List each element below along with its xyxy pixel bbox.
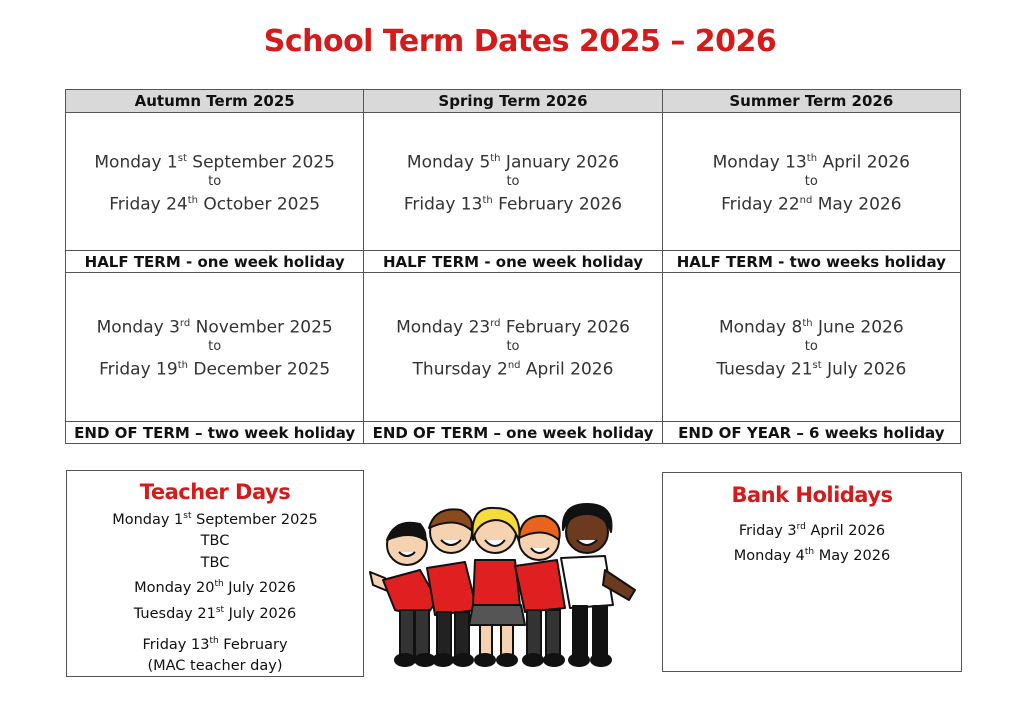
to-label: to <box>506 173 520 189</box>
spring-first-half <box>364 113 662 251</box>
to-label: to <box>208 173 222 189</box>
table-header-row <box>66 90 961 113</box>
end-date: Thursday 2nd April 2026 <box>412 359 614 380</box>
autumn-second-half <box>66 273 364 422</box>
to-label: to <box>506 339 520 354</box>
end-date: Friday 22nd May 2026 <box>721 194 902 215</box>
spring-end-of-term: END OF TERM – one week holiday <box>364 422 662 444</box>
teacher-day-entry: Tuesday 21st July 2026 <box>133 604 297 622</box>
summer-end-of-year: END OF YEAR – 6 weeks holiday <box>662 422 960 444</box>
teacher-day-entry: Monday 20th July 2026 <box>134 579 296 597</box>
teacher-days-title: Teacher Days <box>139 480 291 504</box>
teacher-day-entry: TBC <box>200 554 230 571</box>
start-date: Monday 8th June 2026 <box>718 318 904 338</box>
start-date: Monday 5th January 2026 <box>406 152 620 173</box>
term-dates-table <box>65 89 961 444</box>
end-date: Friday 19th December 2025 <box>99 359 331 380</box>
start-date: Monday 23rd February 2026 <box>396 318 630 338</box>
bank-holidays-box <box>662 472 962 672</box>
to-label: to <box>804 339 818 354</box>
to-label: to <box>804 173 818 189</box>
teacher-days-box <box>66 470 364 677</box>
end-date: Friday 24th October 2025 <box>109 194 321 215</box>
teacher-day-entry: Monday 1st September 2025 <box>112 511 318 528</box>
half-term-row <box>66 251 961 273</box>
to-label: to <box>208 339 222 354</box>
end-date: Friday 13th February 2026 <box>403 194 623 215</box>
spring-term-header: Spring Term 2026 <box>364 90 662 113</box>
children-group-illustration <box>365 500 655 670</box>
end-date: Tuesday 21st July 2026 <box>716 359 907 380</box>
spring-half-term: HALF TERM - one week holiday <box>364 251 662 273</box>
autumn-end-of-term: END OF TERM – two week holiday <box>66 422 364 444</box>
first-half-row <box>66 113 961 251</box>
second-half-row <box>66 273 961 422</box>
teacher-day-entry: TBC <box>200 533 230 550</box>
start-date: Monday 13th April 2026 <box>712 152 910 173</box>
children-illustration-icon <box>365 500 655 670</box>
start-date: Monday 1st September 2025 <box>94 152 335 173</box>
summer-half-term: HALF TERM - two weeks holiday <box>662 251 960 273</box>
autumn-half-term: HALF TERM - one week holiday <box>66 251 364 273</box>
spring-second-half <box>364 273 662 422</box>
page-title: School Term Dates 2025 – 2026 <box>263 24 777 59</box>
summer-first-half <box>662 113 960 251</box>
autumn-first-half <box>66 113 364 251</box>
bank-holiday-entry: Friday 3rd April 2026 <box>738 522 886 539</box>
end-of-term-row <box>66 422 961 444</box>
bank-holiday-entry: Monday 4th May 2026 <box>733 547 891 565</box>
summer-term-header: Summer Term 2026 <box>662 90 960 113</box>
teacher-day-note: (MAC teacher day) <box>147 658 283 675</box>
start-date: Monday 3rd November 2025 <box>96 318 333 338</box>
bank-holidays-title: Bank Holidays <box>731 483 893 507</box>
teacher-day-entry: Friday 13th February <box>142 635 288 653</box>
summer-second-half <box>662 273 960 422</box>
autumn-term-header: Autumn Term 2025 <box>66 90 364 113</box>
